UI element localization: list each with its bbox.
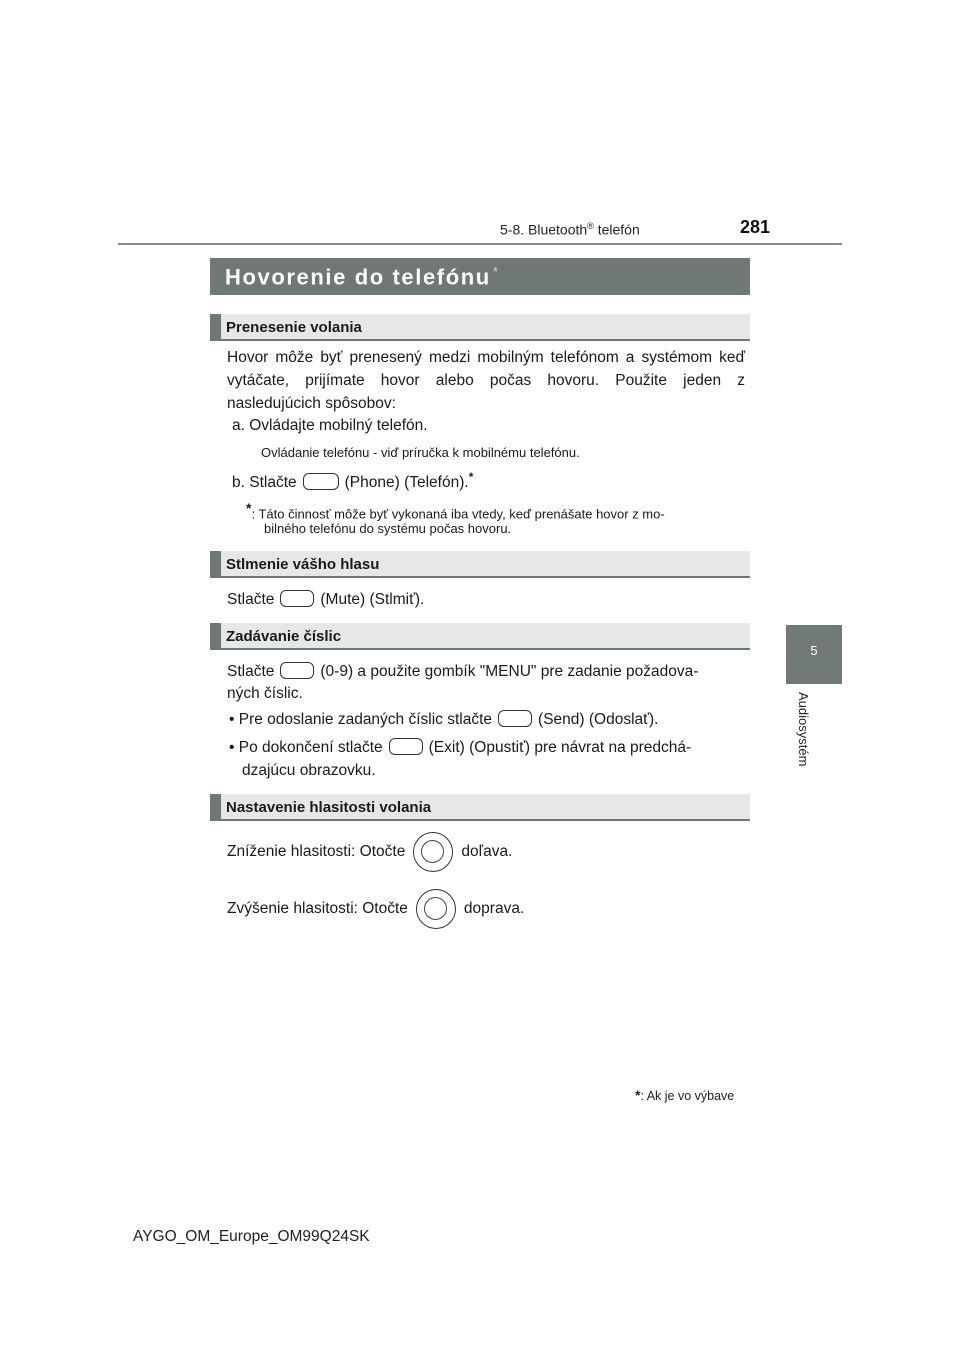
bullet-1-pre: • Pre odoslanie zadaných číslic stlačte	[229, 711, 493, 728]
volume-down-pre: Zníženie hlasitosti: Otočte	[227, 843, 406, 861]
volume-up-pre: Zvýšenie hlasitosti: Otočte	[227, 900, 408, 918]
transfer-item-a-note: Ovládanie telefónu - viď príručka k mobilnému telefónu.	[261, 445, 580, 460]
send-button-icon	[498, 710, 532, 727]
registered-mark: ®	[587, 221, 594, 231]
chapter-label: Audiosystém	[796, 692, 811, 767]
note-mark: *	[246, 500, 252, 516]
page-title	[225, 264, 500, 290]
note-line-1: : Táto činnosť môže byť vykonaná iba vtedy, keď prenášate hovor z mo-	[251, 506, 665, 522]
section-heading-transfer: Prenesenie volania	[226, 319, 362, 336]
section-heading-mute: Stlmenie vášho hlasu	[226, 556, 380, 573]
volume-up	[227, 889, 524, 929]
section-breadcrumb	[500, 221, 640, 238]
transfer-note	[246, 500, 665, 521]
bullet-1-post: (Send) (Odoslať).	[538, 711, 659, 728]
section-heading-digits: Zadávanie číslic	[226, 628, 342, 645]
transfer-intro: Hovor môže byť prenesený medzi mobilným telefónom a systémom keď vytáčate, prijímate hovor alebo počas hovoru. Použite jeden z nasledujúcich spôsobov:	[227, 349, 745, 412]
section-label-post: telefón	[593, 221, 640, 238]
digits-button-icon	[280, 662, 314, 679]
exit-button-icon	[389, 738, 423, 755]
transfer-item-b	[232, 470, 473, 492]
digits-text-pre: Stlačte	[227, 663, 275, 680]
volume-knob-icon	[413, 832, 453, 872]
mute-button-icon	[280, 590, 314, 607]
volume-down-post: doľava.	[461, 843, 513, 861]
page-title-text: Hovorenie do telefónu	[225, 264, 491, 290]
item-b-text-pre: b. Stlačte	[232, 474, 297, 492]
bullet-2-pre: • Po dokončení stlačte	[229, 739, 383, 756]
transfer-item-a: a. Ovládajte mobilný telefón.	[232, 417, 428, 434]
item-b-mark: *	[468, 470, 474, 484]
volume-down	[227, 832, 512, 872]
mute-text-pre: Stlačte	[227, 591, 275, 608]
volume-up-post: doprava.	[463, 900, 525, 918]
footnote-mark: *	[635, 1087, 641, 1103]
item-b-text-post: (Phone) (Telefón).	[344, 474, 469, 492]
document-code: AYGO_OM_Europe_OM99Q24SK	[133, 1228, 370, 1245]
digits-line-1	[227, 662, 698, 681]
mute-instruction	[227, 590, 424, 609]
digits-bullet-2-cont: dzajúcu obrazovku.	[242, 762, 376, 779]
digits-line-2: ných číslic.	[227, 685, 303, 702]
section-label-pre: 5-8. Bluetooth	[500, 221, 588, 238]
availability-mark: *	[492, 264, 500, 279]
transfer-note-line-2: bilného telefónu do systému počas hovoru.	[264, 521, 512, 536]
page-number: 281	[740, 217, 771, 237]
footnote-text: : Ak je vo výbave	[640, 1089, 735, 1103]
section-heading-volume: Nastavenie hlasitosti volania	[226, 799, 432, 816]
bullet-2-post: (Exit) (Opustiť) pre návrat na predchá-	[428, 739, 692, 756]
chapter-number: 5	[810, 643, 818, 658]
header-divider	[118, 243, 842, 245]
availability-footnote	[635, 1087, 734, 1103]
volume-knob-icon	[416, 889, 456, 929]
digits-bullet-1	[229, 710, 658, 729]
phone-button-icon	[303, 473, 339, 490]
digits-bullet-2	[229, 738, 691, 757]
mute-text-post: (Mute) (Stlmiť).	[320, 591, 425, 608]
digits-text-post: (0-9) a použite gombík "MENU" pre zadanie požadova-	[320, 663, 699, 680]
